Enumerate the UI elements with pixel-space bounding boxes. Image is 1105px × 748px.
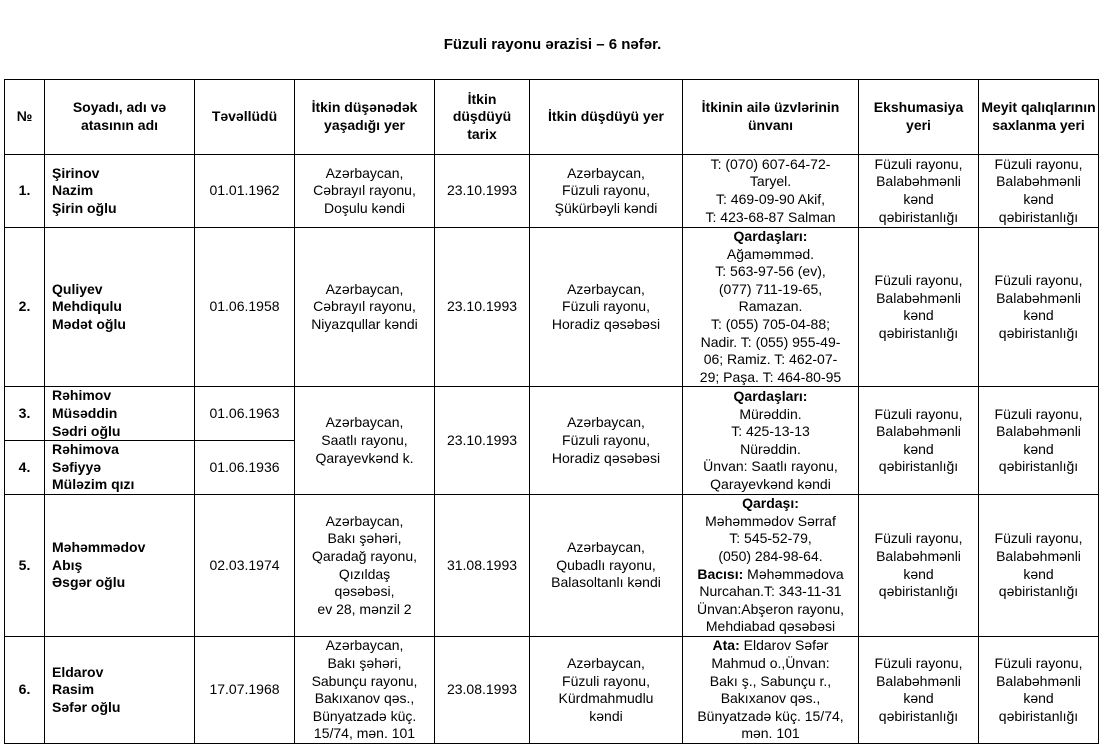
person-name <box>45 441 195 495</box>
remains-line: Balabəhmənli <box>996 289 1081 306</box>
residence-line: Bakı şəhəri, <box>327 530 402 547</box>
family-line: T: 423-68-87 Salman <box>705 208 836 225</box>
missing-date: 23.10.1993 <box>435 155 530 228</box>
missing-place <box>530 155 683 228</box>
family-line: Ünvan: Saatlı rayonu, <box>703 458 838 475</box>
exhumation-line: Balabəhmənli <box>876 672 961 689</box>
residence-line: Azərbaycan, <box>325 164 404 181</box>
birth-date: 17.07.1968 <box>195 637 295 744</box>
patronymic: Sədri oğlu <box>52 422 121 439</box>
exhumation-line: kənd <box>903 191 934 207</box>
row-number: 1. <box>5 155 45 228</box>
family-contacts <box>683 155 859 228</box>
missing-place <box>530 495 683 637</box>
exhumation-line: qəbiristanlığı <box>878 583 959 600</box>
surname: Rəhimov <box>52 387 112 404</box>
family-label: Qardaşları: <box>733 228 808 244</box>
exhumation-place <box>859 637 979 744</box>
exhumation-line: qəbiristanlığı <box>878 208 959 225</box>
header-family: İtkinin ailə üzvlərinin ünvanı <box>683 80 859 155</box>
missing-persons-table <box>4 79 1099 744</box>
place-line: kəndi <box>589 707 623 724</box>
patronymic: Şirin oğlu <box>52 199 117 216</box>
exhumation-place <box>859 155 979 228</box>
residence-line: Bakı şəhəri, <box>327 654 402 671</box>
header-remains: Meyit qalıqlarının saxlanma yeri <box>979 80 1099 155</box>
family-line: Ramazan. <box>738 298 803 315</box>
person-name <box>45 637 195 744</box>
remains-storage <box>979 228 1099 387</box>
residence-line: Qızıldaş <box>338 565 391 582</box>
place-line: Azərbaycan, <box>567 164 645 181</box>
family-line: T: (055) 705-04-88; <box>710 315 831 332</box>
family-line: Bakıxanov qəs., <box>720 690 821 707</box>
residence-line: Cəbrayıl rayonu, <box>313 182 416 199</box>
remains-storage <box>979 387 1099 495</box>
exhumation-line: Balabəhmənli <box>876 173 961 190</box>
remains-line: kənd <box>1023 690 1054 707</box>
residence-line: Sabunçu rayonu, <box>311 672 418 689</box>
residence-line: 15/74, mən. 101 <box>313 725 416 742</box>
family-label: Bacısı: <box>697 565 744 582</box>
remains-line: qəbiristanlığı <box>998 458 1079 475</box>
header-birth: Təvəllüdü <box>195 80 295 155</box>
family-line: Nurcahan.T: 343-11-31 <box>699 583 842 600</box>
remains-line: Füzuli rayonu, <box>994 405 1083 422</box>
residence-line: Azərbaycan, <box>325 414 404 431</box>
family-line: Ağaməmməd. <box>726 245 815 262</box>
family-line: Mehdiabad qəsəbəsi <box>705 618 836 635</box>
place-line: Füzuli rayonu, <box>562 298 650 315</box>
family-line: mən. 101 <box>741 725 800 742</box>
remains-line: kənd <box>1023 440 1054 457</box>
place-line: Azərbaycan, <box>567 414 645 431</box>
patronymic: Müləzim qızı <box>52 476 135 493</box>
birth-date: 01.01.1962 <box>195 155 295 228</box>
exhumation-line: Balabəhmənli <box>876 289 961 306</box>
place-line: Horadiz qəsəbəsi <box>551 449 661 466</box>
remains-line: qəbiristanlığı <box>998 583 1079 600</box>
family-text: Məhəmmədova <box>743 565 844 582</box>
row-number: 6. <box>5 637 45 744</box>
remains-line: Füzuli rayonu, <box>994 271 1083 288</box>
remains-line: Balabəhmənli <box>996 672 1081 689</box>
place-line: Şükürbəyli kəndi <box>554 199 658 216</box>
exhumation-place <box>859 495 979 637</box>
exhumation-line: kənd <box>903 565 934 582</box>
remains-line: qəbiristanlığı <box>998 208 1079 225</box>
place-line: Kürdmahmudlu <box>558 690 654 707</box>
exhumation-line: Füzuli rayonu, <box>874 271 963 288</box>
missing-date: 31.08.1993 <box>435 495 530 637</box>
row-number: 2. <box>5 228 45 387</box>
family-label: Qardaşları: <box>733 387 808 404</box>
person-name <box>45 387 195 441</box>
exhumation-line: kənd <box>903 690 934 707</box>
exhumation-line: qəbiristanlığı <box>878 458 959 475</box>
surname: Rəhimova <box>52 441 119 458</box>
header-residence: İtkin düşənədək yaşadığı yer <box>295 80 435 155</box>
place-line: Füzuli rayonu, <box>562 182 650 199</box>
family-text: Eldarov Səfər <box>739 637 829 654</box>
birth-date: 01.06.1936 <box>195 441 295 495</box>
exhumation-line: Füzuli rayonu, <box>874 530 963 547</box>
table-row <box>5 637 1099 744</box>
missing-place <box>530 228 683 387</box>
family-label: Qardaşı: <box>742 495 799 512</box>
remains-line: qəbiristanlığı <box>998 324 1079 341</box>
surname: Eldarov <box>52 663 104 680</box>
family-contacts <box>683 637 859 744</box>
birth-date: 02.03.1974 <box>195 495 295 637</box>
header-num: № <box>5 80 45 155</box>
family-line <box>685 566 856 584</box>
place-line: Füzuli rayonu, <box>562 672 650 689</box>
table-row <box>5 495 1099 637</box>
missing-date: 23.08.1993 <box>435 637 530 744</box>
remains-line: Füzuli rayonu, <box>994 530 1083 547</box>
exhumation-line: qəbiristanlığı <box>878 324 959 341</box>
patronymic: Mədət oğlu <box>52 315 126 332</box>
family-line <box>685 637 856 655</box>
residence-line: Bakıxanov qəs., <box>314 690 415 707</box>
place-line: Azərbaycan, <box>567 280 645 297</box>
exhumation-place <box>859 387 979 495</box>
patronymic: Əsgər oğlu <box>52 574 126 591</box>
residence-line: Cəbrayıl rayonu, <box>313 298 416 315</box>
family-line: T: 469-09-90 Akif, <box>716 191 825 207</box>
remains-line: kənd <box>1023 307 1054 324</box>
residence-line: Azərbaycan, <box>325 512 404 529</box>
remains-storage <box>979 495 1099 637</box>
family-line: Nadir. T: (055) 955-49- <box>700 333 841 350</box>
exhumation-line: Füzuli rayonu, <box>874 405 963 422</box>
header-place: İtkin düşdüyü yer <box>530 80 683 155</box>
table-row <box>5 155 1099 228</box>
person-name <box>45 228 195 387</box>
place-line: Qubadlı rayonu, <box>556 556 656 573</box>
place-line: Azərbaycan, <box>567 654 645 671</box>
family-line: Mürəddin. <box>739 405 802 422</box>
family-line: Ünvan:Abşeron rayonu, <box>696 600 845 617</box>
family-line: Məhəmmədov Sərraf <box>705 512 836 529</box>
family-line: T: 545-52-79, <box>729 530 812 547</box>
table-row <box>5 228 1099 387</box>
remains-storage <box>979 637 1099 744</box>
family-line: (077) 711-19-65, <box>718 280 823 297</box>
document-title: Füzuli rayonu ərazisi – 6 nəfər. <box>443 36 662 53</box>
exhumation-place <box>859 228 979 387</box>
family-line: Taryel. <box>749 173 792 190</box>
remains-line: Balabəhmənli <box>996 173 1081 190</box>
family-line: (050) 284-98-64. <box>718 548 823 565</box>
exhumation-line: Füzuli rayonu, <box>874 654 963 671</box>
residence-line: Bünyatzadə küç. <box>312 707 417 724</box>
header-date: İtkin düşdüyü tarix <box>435 80 530 155</box>
residence-line: Azərbaycan, <box>325 637 404 654</box>
remains-line: qəbiristanlığı <box>998 707 1079 724</box>
row-number: 3. <box>5 387 45 441</box>
remains-line: Balabəhmənli <box>996 548 1081 565</box>
family-contacts <box>683 495 859 637</box>
place-line: Azərbaycan, <box>567 539 645 556</box>
missing-place <box>530 637 683 744</box>
residence-line: Doşulu kəndi <box>324 199 405 216</box>
exhumation-line: Balabəhmənli <box>876 548 961 565</box>
remains-line: kənd <box>1023 191 1054 207</box>
residence-line: Niyazqullar kəndi <box>311 315 418 332</box>
birth-date: 01.06.1958 <box>195 228 295 387</box>
row-number: 4. <box>5 441 45 495</box>
first-name: Rasim <box>52 681 95 698</box>
remains-line: kənd <box>1023 565 1054 582</box>
table-row <box>5 387 1099 441</box>
exhumation-line: qəbiristanlığı <box>878 707 959 724</box>
residence-line: Saatlı rayonu, <box>321 431 408 448</box>
remains-line: Füzuli rayonu, <box>994 654 1083 671</box>
surname: Quliyev <box>52 280 103 297</box>
place-line: Horadiz qəsəbəsi <box>551 315 661 332</box>
birth-date: 01.06.1963 <box>195 387 295 441</box>
residence-line: ev 28, mənzil 2 <box>317 600 412 617</box>
family-label: Ata: <box>712 637 740 654</box>
family-line: Mahmud o.,Ünvan: <box>711 654 830 671</box>
residence <box>295 637 435 744</box>
remains-storage <box>979 155 1099 228</box>
residence <box>295 495 435 637</box>
residence <box>295 387 435 495</box>
missing-place <box>530 387 683 495</box>
residence <box>295 155 435 228</box>
surname: Məhəmmədov <box>52 539 146 556</box>
exhumation-line: Füzuli rayonu, <box>874 155 963 172</box>
residence-line: Qarayevkənd k. <box>315 449 414 466</box>
person-name <box>45 495 195 637</box>
residence-line: Qaradağ rayonu, <box>311 548 418 565</box>
first-name: Müsəddin <box>52 404 118 421</box>
header-row <box>5 80 1099 155</box>
place-line: Füzuli rayonu, <box>562 431 650 448</box>
family-contacts <box>683 387 859 495</box>
header-name: Soyadı, adı və atasının adı <box>45 80 195 155</box>
exhumation-line: kənd <box>903 440 934 457</box>
remains-line: Füzuli rayonu, <box>994 155 1083 172</box>
header-exhumation: Ekshumasiya yeri <box>859 80 979 155</box>
family-line: T: (070) 607-64-72- <box>710 155 831 172</box>
family-line: Qarayevkənd kəndi <box>710 475 831 492</box>
patronymic: Səfər oğlu <box>52 698 121 715</box>
family-line: T: 563-97-56 (ev), <box>715 263 826 280</box>
person-name <box>45 155 195 228</box>
family-line: Bünyatzadə küç. 15/74, <box>697 707 844 724</box>
exhumation-line: kənd <box>903 307 934 324</box>
residence-line: qəsəbəsi, <box>334 583 395 600</box>
family-contacts <box>683 228 859 387</box>
residence <box>295 228 435 387</box>
family-line: Nürəddin. <box>740 440 801 457</box>
family-line: 06; Ramiz. T: 462-07- <box>703 351 838 368</box>
residence-line: Azərbaycan, <box>325 280 404 297</box>
first-name: Səfiyyə <box>52 458 102 475</box>
first-name: Mehdiqulu <box>52 298 122 315</box>
family-line: Bakı ş., Sabunçu r., <box>709 672 832 689</box>
family-line: T: 425-13-13 <box>731 423 810 440</box>
missing-date: 23.10.1993 <box>435 387 530 495</box>
first-name: Nazim <box>52 182 94 199</box>
family-line: 29; Paşa. T: 464-80-95 <box>699 368 842 385</box>
missing-date: 23.10.1993 <box>435 228 530 387</box>
surname: Şirinov <box>52 164 100 181</box>
place-line: Balasoltanlı kəndi <box>551 574 661 591</box>
remains-line: Balabəhmənli <box>996 423 1081 440</box>
exhumation-line: Balabəhmənli <box>876 423 961 440</box>
first-name: Abış <box>52 556 83 573</box>
row-number: 5. <box>5 495 45 637</box>
